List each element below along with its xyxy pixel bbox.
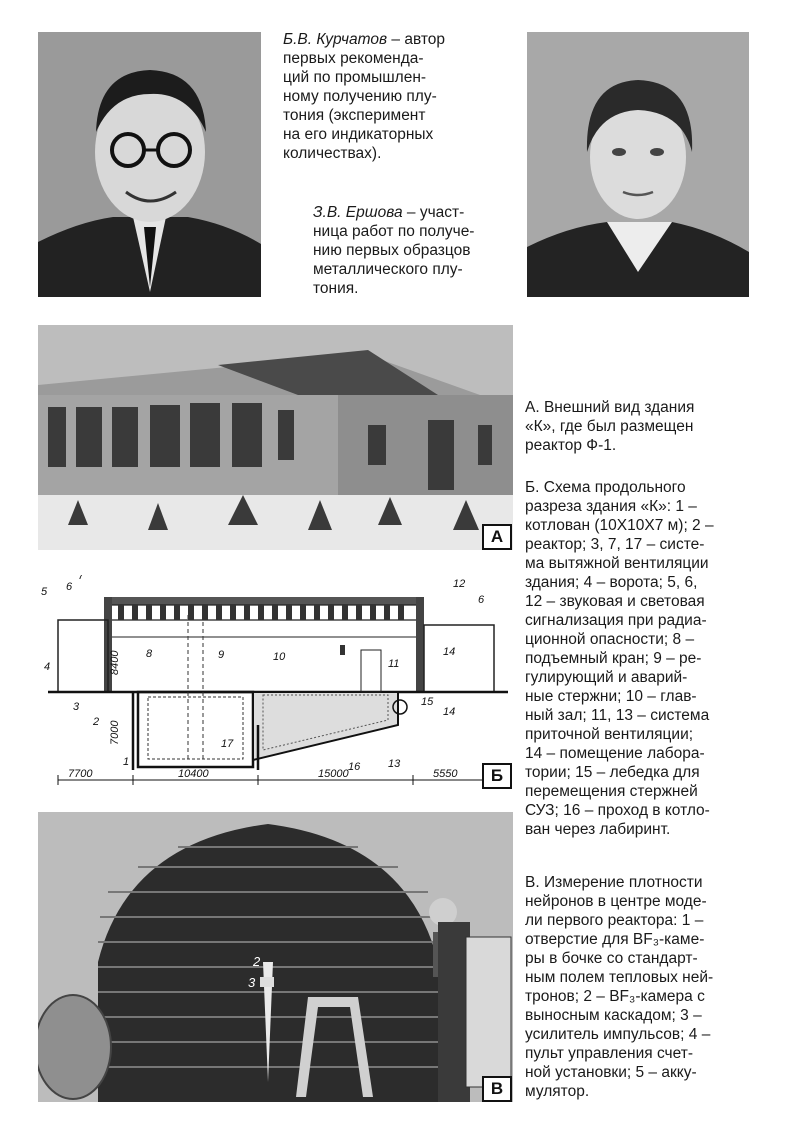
- num-6: 6: [66, 581, 73, 593]
- caption-line: нейронов в центре моде-: [525, 893, 707, 910]
- ershova-name: З.В. Ершова: [313, 204, 403, 221]
- caption-line: тории; 15 – лебедка для: [525, 764, 700, 781]
- num-7: 7: [78, 575, 85, 582]
- num-16: 16: [348, 761, 361, 773]
- num-11: 11: [388, 658, 400, 670]
- photo-num-2: 2: [253, 954, 261, 969]
- caption-line: приточной вентиляции;: [525, 726, 694, 743]
- caption-line: тония.: [313, 280, 359, 297]
- caption-line: нию первых образцов: [313, 242, 471, 259]
- caption-line: тония (эксперимент: [283, 107, 426, 124]
- caption-line: СУЗ; 16 – проход в котло-: [525, 802, 710, 819]
- caption-line: Б. Схема продольного: [525, 479, 686, 496]
- caption-line: усилитель импульсов; 4 –: [525, 1026, 711, 1043]
- caption-line: отверстие для BF₃-каме-: [525, 931, 705, 948]
- num-13: 13: [388, 758, 401, 770]
- caption-line: ван через лабиринт.: [525, 821, 671, 838]
- dim-5550: 5550: [433, 768, 458, 780]
- num-1: 1: [123, 756, 130, 768]
- caption-line: ные стержни; 10 – глав-: [525, 688, 697, 705]
- caption-line: А. Внешний вид здания: [525, 399, 695, 416]
- num-5: 5: [41, 586, 48, 598]
- caption-line: 14 – помещение лабора-: [525, 745, 705, 762]
- caption-line: разреза здания «К»: 1 –: [525, 498, 697, 515]
- ershova-caption: [313, 203, 518, 298]
- caption-line: перемещения стержней: [525, 783, 698, 800]
- label-a: А: [482, 524, 512, 550]
- caption-line: – участ-: [406, 204, 465, 221]
- building-k-section-diagram: [38, 575, 516, 793]
- ershova-photo: [527, 32, 749, 297]
- num-9: 9: [218, 649, 225, 661]
- kurchatov-name: Б.В. Курчатов: [283, 31, 388, 48]
- caption-line: ционной опасности; 8 –: [525, 631, 695, 648]
- caption-b: [525, 478, 770, 839]
- caption-line: ры в бочке со стандарт-: [525, 950, 698, 967]
- caption-line: первых рекоменда-: [283, 50, 424, 67]
- caption-line: ный зал; 11, 13 – система: [525, 707, 710, 724]
- num-2: 2: [93, 716, 100, 728]
- caption-line: реактор Ф-1.: [525, 437, 617, 454]
- caption-line: пульт управления счет-: [525, 1045, 693, 1062]
- caption-line: В. Измерение плотности: [525, 874, 703, 891]
- caption-line: на его индикаторных: [283, 126, 434, 143]
- num-6b: 6: [478, 594, 485, 606]
- caption-line: здания; 4 – ворота; 5, 6,: [525, 574, 698, 591]
- dim-7700: 7700: [68, 768, 93, 780]
- dim-7000: 7000: [109, 720, 121, 745]
- caption-line: подъемный кран; 9 – ре-: [525, 650, 702, 667]
- caption-line: ли первого реактора: 1 –: [525, 912, 704, 929]
- reactor-model-photo: [38, 812, 513, 1102]
- caption-line: металлического плу-: [313, 261, 463, 278]
- dim-15000: 15000: [318, 768, 349, 780]
- num-8: 8: [146, 648, 153, 660]
- caption-line: тронов; 2 – BF₃-камера с: [525, 988, 705, 1005]
- num-12: 12: [453, 578, 466, 590]
- caption-line: ным полем тепловых ней-: [525, 969, 714, 986]
- num-10: 10: [273, 651, 286, 663]
- caption-line: мулятор.: [525, 1083, 590, 1100]
- caption-line: котлован (10Х10Х7 м); 2 –: [525, 517, 714, 534]
- caption-a: [525, 398, 770, 455]
- caption-line: 12 – звуковая и световая: [525, 593, 705, 610]
- caption-line: количествах).: [283, 145, 382, 162]
- caption-line: – автор: [391, 31, 445, 48]
- num-17: 17: [221, 738, 234, 750]
- caption-line: ной установки; 5 – акку-: [525, 1064, 697, 1081]
- kurchatov-caption: [283, 30, 503, 163]
- caption-line: выносным каскадом; 3 –: [525, 1007, 702, 1024]
- caption-line: ма вытяжной вентиляции: [525, 555, 709, 572]
- dim-10400: 10400: [178, 768, 209, 780]
- num-4: 4: [44, 661, 51, 673]
- label-v: В: [482, 1076, 512, 1102]
- caption-line: ному получению плу-: [283, 88, 437, 105]
- caption-line: ций по промышлен-: [283, 69, 427, 86]
- num-3: 3: [73, 701, 80, 713]
- building-k-photo: [38, 325, 513, 550]
- photo-num-3: 3: [248, 975, 256, 990]
- label-b: Б: [482, 763, 512, 789]
- caption-line: сигнализация при радиа-: [525, 612, 707, 629]
- caption-line: «К», где был размещен: [525, 418, 694, 435]
- kurchatov-photo: [38, 32, 261, 297]
- num-15: 15: [421, 696, 434, 708]
- caption-line: реактор; 3, 7, 17 – систе-: [525, 536, 705, 553]
- caption-v: [525, 873, 770, 1101]
- num-14b: 14: [443, 706, 456, 718]
- num-14: 14: [443, 646, 456, 658]
- caption-line: гулирующий и аварий-: [525, 669, 688, 686]
- caption-line: ница работ по получе-: [313, 223, 475, 240]
- dim-8400: 8400: [109, 650, 121, 675]
